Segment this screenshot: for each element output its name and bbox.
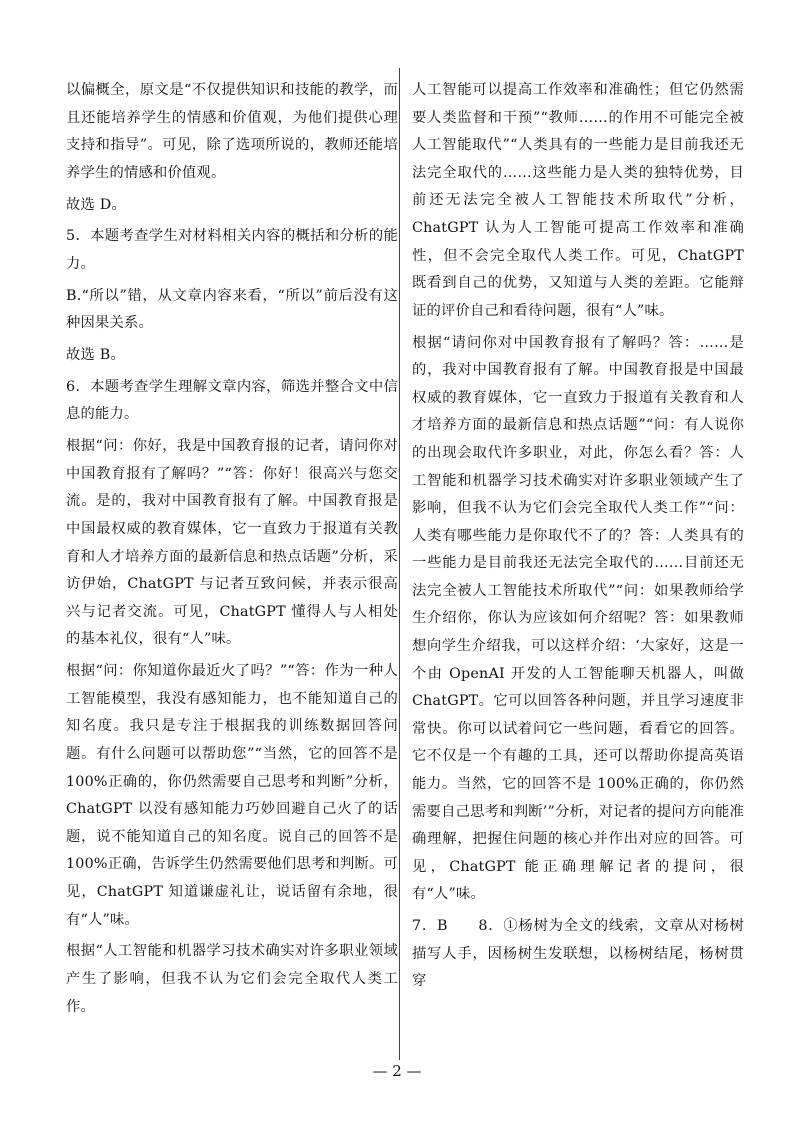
page-number: — 2 — bbox=[372, 1062, 422, 1080]
paragraph: 根据“请问你对中国教育报有了解吗？答：……是的，我对中国教育报有了解。中国教育报是中国最权威的教育媒体，它一直致力于报道有关教育和人才培养方面的最新信息和热点话题”“问：有人说你的出现会取代许多职业，对此，你怎么看？答：人工智能和机器学习技术确实对许多职业领域产生了影响，但我不认为它们会完全取代人类工作”“问：人类有哪些能力是你取代不了的？答：人类具有的一些能力是目前我还无法完全取代的……目前还无法完全被人工智能技术所取代”“问：如果教师给学生介绍你，你认为应该如何介绍呢？答：如果教师想向学生介绍我，可以这样介绍：‘大家好，这是一个由 OpenAI 开发的人工智能聊天机器人，叫做 ChatGPT。它可以回答各种问题，并且学习速度非常快。你可以试着问它一些问题，看看它的回答。它不仅是一个有趣的工具，还可以帮助你提高英语能力。当然，它的回答不是 100%正确的，你仍然需要自己思考和判断’”分析，对记者的提问方向能准确理解，把握住问题的核心并作出对应的回答。可见，ChatGPT 能正确理解记者的提问，很有“人”味。 bbox=[412, 334, 744, 903]
paragraph: 故选 B。 bbox=[66, 347, 125, 364]
paragraph: 以偏概全，原文是“不仅提供知识和技能的教学，而且还能培养学生的情感和价值观，为他们提供心理支持和指导”。可见，除了选项所说的，教师还能培养学生的情感和价值观。 bbox=[66, 82, 398, 181]
paragraph: 根据“人工智能和机器学习技术确实对许多职业领域产生了影响，但我不认为它们会完全取代人类工作。 bbox=[66, 943, 398, 1015]
column-divider bbox=[399, 68, 400, 1060]
paragraph: 5．本题考查学生对材料相关内容的概括和分析的能力。 bbox=[66, 228, 398, 272]
paragraph: 6．本题考查学生理解文章内容，筛选并整合文中信息的能力。 bbox=[66, 378, 398, 423]
paragraph: 根据“问：你好，我是中国教育报的记者，请问你对中国教育报有了解吗？”“答：你好！很高兴与您交流。是的，我对中国教育报有了解。中国教育报是中国最权威的教育媒体，它一直致力于报道有关教育和人才培养方面的最新信息和热点话题”分析，采访伊始，ChatGPT 与记者互致问候，并表示很高兴与记者交流。可见，ChatGPT 懂得人与人相处的基本礼仪，很有“人”味。 bbox=[66, 438, 398, 648]
right-column bbox=[412, 77, 744, 1000]
paragraph: B.“所以”错，从文章内容来看，“所以”前后没有这种因果关系。 bbox=[66, 287, 398, 332]
paragraph: 故选 D。 bbox=[66, 196, 126, 213]
paragraph: 7．B 8．①杨树为全文的线索，文章从对杨树描写人手，因杨树生发联想，以杨树结尾，杨树贯穿 bbox=[412, 918, 744, 990]
paragraph: 人工智能可以提高工作效率和准确性；但它仍然需要人类监督和干预”“教师……的作用不可能完全被人工智能取代”“人类具有的一些能力是目前我还无法完全取代的……这些能力是人类的独特优势，目前还无法完全被人工智能技术所取代”分析，ChatGPT 认为人工智能可提高工作效率和准确性，但不会完全取代人类工作。可见，ChatGPT 既看到自己的优势，又知道与人类的差距。它能辩证的评价自己和看待问题，很有“人”味。 bbox=[412, 82, 744, 319]
left-column bbox=[66, 77, 398, 1025]
paragraph: 根据“问：你知道你最近火了吗？”“答：作为一种人工智能模型，我没有感知能力，也不能知道自己的知名度。我只是专注于根据我的训练数据回答问题。有什么问题可以帮助您”“当然，它的回答不是 100%正确的，你仍然需要自己思考和判断”分析，ChatGPT 以没有感知能力巧妙回避自己火了的话题，说不能知道自己的知名度。说自己的回答不是 100%正确，告诉学生仍然需要他们思考和判断。可见，ChatGPT 知道谦虚礼让，说话留有余地，很有“人”味。 bbox=[66, 663, 398, 928]
